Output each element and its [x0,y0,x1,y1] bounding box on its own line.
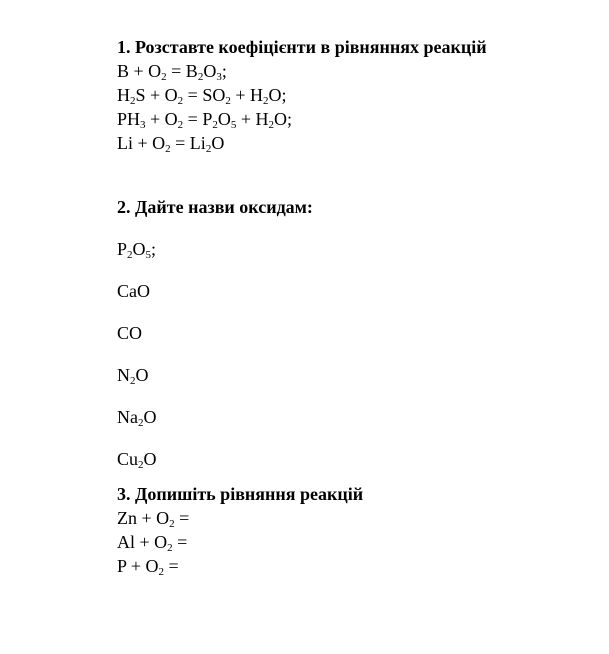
subscript: 3 [216,71,222,83]
section-3-title: 3. Допишіть рівняння реакцій [117,484,364,504]
subscript: 2 [177,119,184,131]
section-3-equations [117,506,587,578]
oxide-formula: $N_2O$ [117,365,149,387]
equation-line: $Al + O_2$ = [117,532,188,554]
subscript: 2 [197,71,204,83]
subscript: 2 [161,71,167,83]
equation-line: $B + O_2 = B_2O_3$; [117,61,227,83]
subscript: 2 [205,143,212,155]
subscript: 2 [263,95,269,107]
equation-line: $H_2S + O_2 = SO_2 + H_2O$; [117,85,287,107]
subscript: 2 [165,143,171,155]
section-2-title: 2. Дайте назви оксидам: [117,197,313,217]
subscript: 2 [127,249,133,261]
equation-line: $P + O_2$ = [117,556,179,578]
subscript: 3 [140,119,146,131]
oxide-formula: CO [117,323,143,343]
subscript: 2 [130,95,136,107]
subscript: 2 [138,459,144,471]
equation-line: $PH_3 + O_2 = P_2O_5 + H_2O$; [117,109,292,131]
subscript: 2 [158,566,164,578]
worksheet [117,35,587,578]
subscript: 2 [138,417,144,429]
subscript: 2 [212,119,218,131]
equation-line: $Li + O_2 = Li_2O$ [117,133,225,155]
subscript: 2 [167,542,173,554]
oxide-formula: $Na_2O$ [117,407,157,429]
subscript: 2 [169,518,175,530]
oxide-formula: $Cu_2O$ [117,449,157,471]
subscript: 5 [230,119,237,131]
subscript: 2 [268,119,274,131]
subscript: 5 [145,249,152,261]
subscript: 2 [225,95,231,107]
equation-line: $Zn + O_2$ = [117,508,190,530]
subscript: 2 [130,375,136,387]
section-1-equations [117,59,587,155]
subscript: 2 [177,95,184,107]
oxide-formula: $P_2O_5$; [117,239,157,261]
oxide-formula: CaO [117,281,150,301]
section-2-oxides [117,237,587,482]
section-1-title: 1. Розставте коефіцієнти в рівняннях реакцій [117,37,487,57]
